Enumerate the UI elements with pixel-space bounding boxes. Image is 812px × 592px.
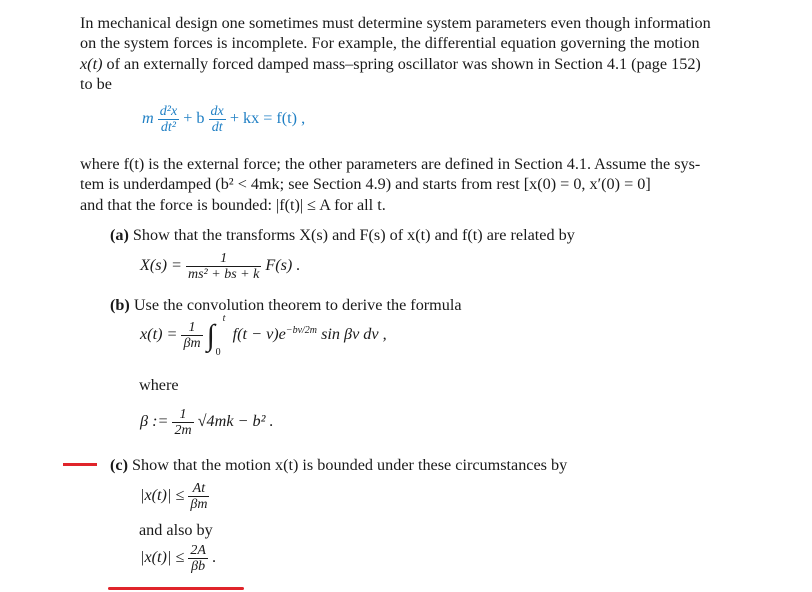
eq-dx: dx — [210, 104, 224, 119]
where-line-3: and that the force is bounded: |f(t)| ≤ A for all t. — [80, 195, 386, 214]
eq-dt: dt — [209, 119, 226, 135]
part-c-text: Show that the motion x(t) is bounded under these circumstances by — [132, 456, 568, 474]
ineq1-num: At — [192, 481, 206, 496]
part-c-and-also: and also by — [139, 521, 213, 539]
eq-plus-b: + b — [183, 109, 205, 128]
red-annotation-underline — [108, 587, 244, 590]
part-a-label: (a) — [110, 226, 129, 244]
beta-lhs: β := — [140, 412, 169, 431]
ineq2-num: 2A — [190, 543, 206, 558]
intro-line-3-fx: x(t) — [80, 54, 103, 73]
ineq1-den: βm — [190, 497, 208, 512]
part-c-statement — [110, 456, 567, 475]
integral-lower: 0 — [215, 346, 221, 358]
ineq1-lhs: |x(t)| ≤ — [140, 486, 185, 505]
red-annotation-dash — [63, 463, 97, 466]
beta-definition — [140, 407, 274, 438]
part-b-formula — [140, 312, 387, 358]
eq-d2x: d²x — [159, 104, 178, 119]
intro-paragraph — [80, 13, 730, 94]
part-b-exponent: −bv/2m — [285, 324, 318, 336]
where-paragraph — [80, 154, 730, 215]
ineq2-lhs: |x(t)| ≤ — [140, 548, 185, 567]
where-line-1: where f(t) is the external force; the other parameters are defined in Section 4.1. Assume the sys- — [80, 155, 701, 173]
ineq2-den: βb — [188, 558, 208, 574]
ineq2-end: . — [211, 548, 216, 567]
part-a-num: 1 — [220, 251, 228, 266]
intro-line-2: on the system forces is incomplete. For example, the differential equation governing the motion — [80, 34, 700, 53]
intro-line-4: to be — [80, 74, 112, 93]
differential-equation — [142, 104, 305, 135]
part-a-statement — [110, 226, 575, 245]
part-b-trail: sin βv dv , — [321, 325, 387, 344]
eq-dt2: dt² — [158, 119, 179, 135]
part-b-den: βm — [183, 336, 201, 351]
integral-sign: ∫ — [206, 318, 215, 352]
part-a-lhs: X(s) = — [140, 256, 182, 275]
part-a-text: Show that the transforms X(s) and F(s) of x(t) and f(t) are related by — [132, 226, 575, 244]
beta-den: 2m — [174, 423, 192, 438]
part-b-lhs: x(t) = — [140, 325, 178, 344]
part-b-text: Use the convolution theorem to derive the formula — [133, 296, 462, 314]
part-c-label: (c) — [110, 456, 128, 474]
integral-upper: t — [222, 312, 226, 324]
part-b-num: 1 — [188, 320, 196, 335]
intro-line-3-rest: of an externally forced damped mass–spring oscillator was shown in Section 4.1 (page 152) — [102, 54, 701, 73]
part-c-inequality-2 — [140, 543, 216, 574]
where-line-2: tem is underdamped (b² < 4mk; see Section 4.9) and starts from rest [x(0) = 0, x′(0) = 0] — [80, 175, 651, 194]
part-a-formula — [140, 251, 300, 282]
eq-rest: + kx = f(t) , — [229, 109, 306, 128]
eq-m: m — [142, 109, 154, 128]
intro-line-1: In mechanical design one sometimes must determine system parameters even though information — [80, 14, 711, 32]
part-b-statement — [110, 296, 462, 315]
part-a-rhs: F(s) . — [265, 256, 301, 275]
part-b-where: where — [139, 376, 179, 394]
beta-rhs: √4mk − b² . — [197, 412, 274, 431]
part-c-inequality-1 — [140, 481, 209, 512]
beta-num: 1 — [179, 407, 187, 422]
part-b-integrand: f(t − v)e — [232, 325, 286, 344]
part-a-den: ms² + bs + k — [188, 267, 260, 282]
part-b-label: (b) — [110, 296, 130, 314]
